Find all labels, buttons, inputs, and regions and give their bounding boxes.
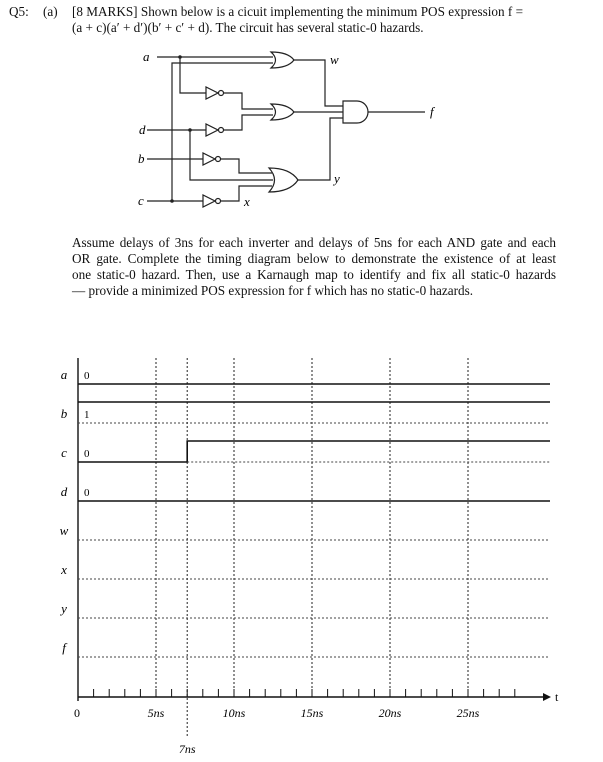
- tick-label-20ns: 20ns: [378, 706, 402, 720]
- signal-initial-c: 0: [84, 448, 90, 460]
- time-axis-label: t: [555, 690, 559, 704]
- input-label-a: a: [143, 49, 150, 64]
- signal-label-x: x: [61, 562, 67, 577]
- instruction-line-4: — provide a minimized POS expression for f which has no static-0 hazards.: [72, 283, 474, 298]
- question-line-1: [8 MARKS] Shown below is a cicuit implementing the minimum POS expression f =: [72, 4, 524, 19]
- signal-wave-c: [78, 441, 550, 462]
- input-label-b: b: [138, 151, 145, 166]
- signal-label-d: d: [60, 484, 68, 499]
- tick-label-25ns: 25ns: [456, 706, 480, 720]
- instruction-line-2: OR gate. Complete the timing diagram below to demonstrate the existence of at least: [72, 251, 556, 266]
- node-label-w: w: [330, 52, 339, 67]
- question-number: Q5:: [9, 4, 29, 19]
- input-label-c: c: [138, 193, 144, 208]
- time-axis-arrow-icon: [543, 693, 551, 701]
- origin-label: 0: [74, 706, 80, 720]
- signal-initial-d: 0: [84, 487, 90, 499]
- node-label-x: x: [244, 194, 250, 209]
- tick-label-10ns: 10ns: [222, 706, 246, 720]
- signal-label-c: c: [61, 445, 67, 460]
- signal-label-f: f: [62, 640, 66, 655]
- signal-initial-b: 1: [84, 409, 90, 421]
- signal-initial-a: 0: [84, 370, 90, 382]
- signal-label-b: b: [60, 406, 68, 421]
- marker-label-7ns: 7ns: [178, 742, 196, 756]
- signal-label-y: y: [61, 601, 67, 616]
- node-label-y: y: [334, 171, 340, 186]
- input-label-d: d: [139, 122, 146, 137]
- question-part: (a): [43, 4, 58, 19]
- tick-label-5ns: 5ns: [147, 706, 165, 720]
- tick-label-15ns: 15ns: [300, 706, 324, 720]
- instruction-line-3: one static-0 hazard. Then, use a Karnaugh map to identify and fix all static-0 hazards: [72, 267, 556, 282]
- signal-label-w: w: [59, 523, 69, 538]
- question-line-2: (a + c)(a′ + d′)(b′ + c′ + d). The circuit has several static-0 hazards.: [72, 20, 424, 35]
- instruction-line-1: Assume delays of 3ns for each inverter and delays of 5ns for each AND gate and each: [72, 235, 556, 250]
- output-label-f: f: [430, 104, 434, 119]
- signal-label-a: a: [60, 367, 68, 382]
